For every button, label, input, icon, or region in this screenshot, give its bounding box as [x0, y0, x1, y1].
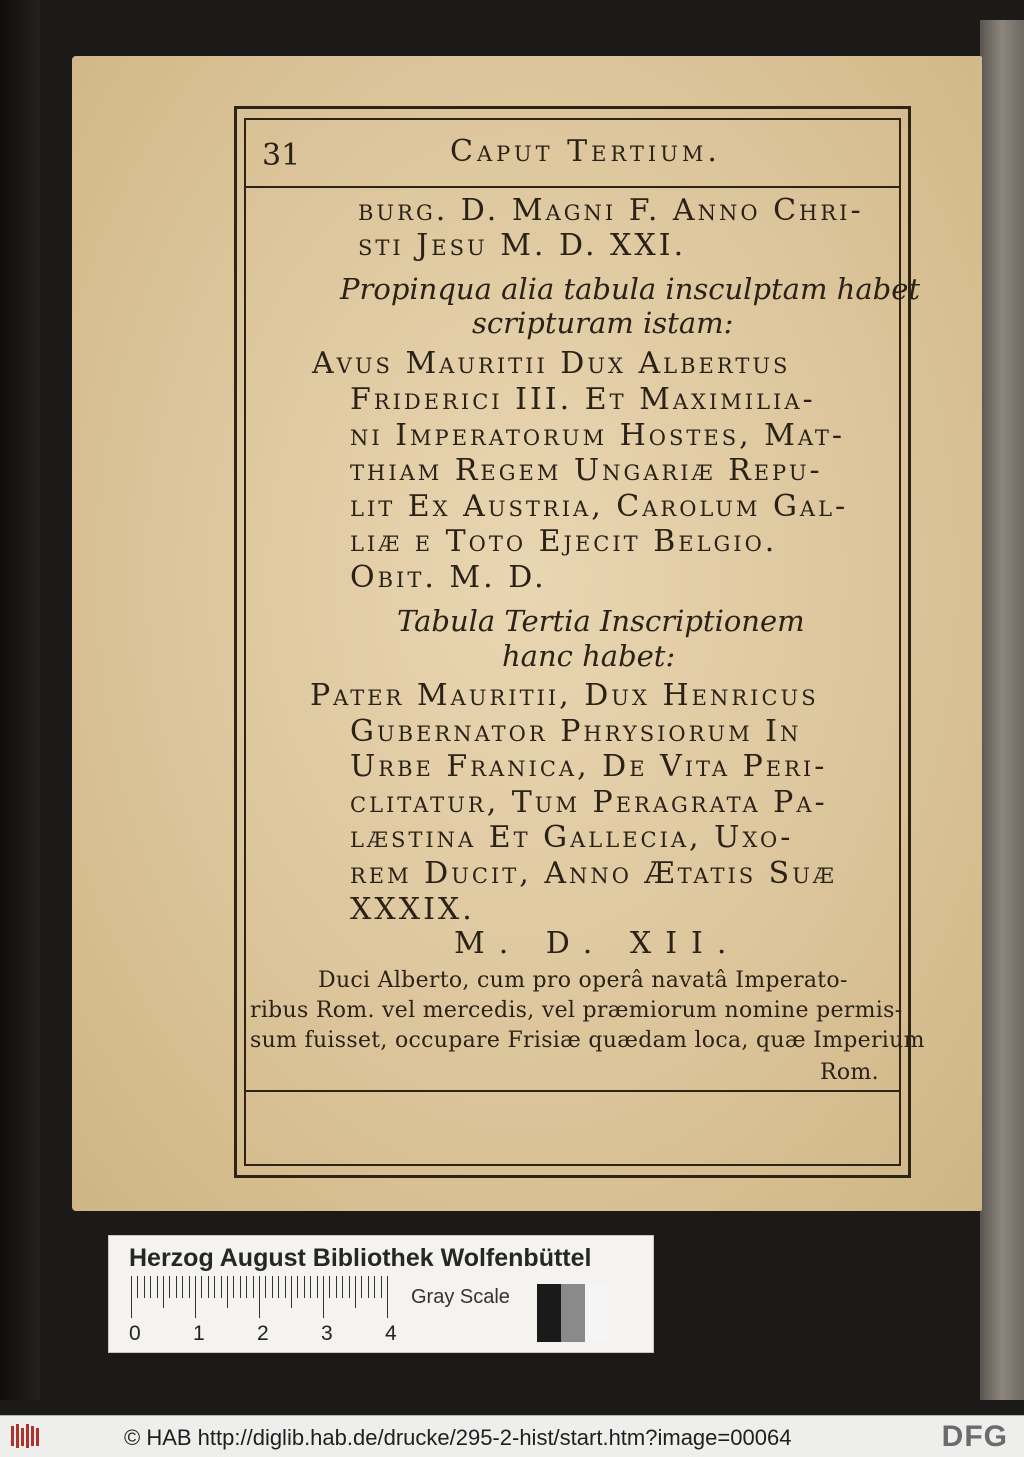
ruler-tick: [157, 1276, 158, 1298]
text-line: hanc habet:: [502, 639, 676, 673]
dfg-logo: DFG: [941, 1420, 1008, 1453]
ruler-tick: [246, 1276, 247, 1298]
text-line: sti Jesu M. D. XXI.: [358, 228, 687, 263]
book-spine: [0, 0, 40, 1400]
ruler-tick: [201, 1276, 202, 1298]
text-line: Duci Alberto, cum pro operâ navatâ Imperato-: [318, 968, 848, 993]
adjacent-page-edge: [980, 20, 1024, 1400]
ruler-number: 2: [257, 1322, 269, 1345]
text-line: thiam Regem Ungariæ Repu-: [350, 453, 823, 488]
ruler-number: 1: [193, 1322, 205, 1345]
text-line: clitatur, Tum Peragrata Pa-: [350, 785, 828, 820]
header-rule: [244, 186, 901, 188]
text-line: Pater Mauritii, Dux Henricus: [310, 678, 819, 713]
ruler-tick: [259, 1276, 260, 1318]
text-line: læstina Et Gallecia, Uxo-: [350, 820, 794, 855]
ruler-ticks: [131, 1276, 401, 1318]
ruler-tick: [368, 1276, 369, 1298]
ruler-tick: [355, 1276, 356, 1308]
ruler-tick: [150, 1276, 151, 1298]
text-line: ribus Rom. vel mercedis, vel præmiorum nomine permis-: [250, 998, 903, 1023]
running-head: Caput Tertium.: [450, 134, 721, 169]
text-line: Tabula Tertia Inscriptionem: [397, 604, 805, 638]
folio-number: 31: [262, 138, 301, 173]
ruler-tick: [240, 1276, 241, 1298]
ruler-tick: [329, 1276, 330, 1298]
text-line: scripturam istam:: [472, 306, 734, 340]
ruler-number: 4: [385, 1322, 397, 1345]
ruler-number: 3: [321, 1322, 333, 1345]
ruler-tick: [381, 1276, 382, 1298]
text-line: sum fuisset, occupare Frisiæ quædam loca, quæ Imperium: [250, 1028, 925, 1053]
text-line: XXXIX.: [350, 892, 475, 927]
ruler-tick: [169, 1276, 170, 1298]
ruler-tick: [221, 1276, 222, 1298]
ruler-tick: [304, 1276, 305, 1298]
ruler-tick: [349, 1276, 350, 1298]
footer-rule: [244, 1090, 901, 1092]
ruler-tick: [361, 1276, 362, 1298]
ruler-tick: [323, 1276, 324, 1318]
ruler-tick: [374, 1276, 375, 1298]
ruler-tick: [387, 1276, 388, 1318]
scanned-page: [72, 56, 982, 1211]
text-line: lit Ex Austria, Carolum Gal-: [350, 489, 849, 524]
ruler-tick: [144, 1276, 145, 1298]
text-line: rem Ducit, Anno Ætatis Suæ: [350, 856, 837, 891]
ruler-tick: [214, 1276, 215, 1298]
ruler-tick: [208, 1276, 209, 1298]
text-line: Obit. M. D.: [350, 560, 547, 595]
color-ruler: [108, 1235, 654, 1353]
ruler-tick: [227, 1276, 228, 1308]
footer-bar: [0, 1415, 1024, 1457]
ruler-tick: [253, 1276, 254, 1298]
text-line: Propinqua alia tabula insculptam habet: [340, 272, 921, 306]
text-line: Urbe Franica, De Vita Peri-: [350, 749, 828, 784]
text-line: Friderici III. Et Maximilia-: [350, 382, 816, 417]
ruler-tick: [291, 1276, 292, 1308]
text-line: Rom.: [820, 1060, 879, 1085]
text-line: liæ e Toto Ejecit Belgio.: [350, 524, 778, 559]
ruler-tick: [342, 1276, 343, 1298]
ruler-tick: [317, 1276, 318, 1298]
ruler-tick: [189, 1276, 190, 1298]
ruler-tick: [272, 1276, 273, 1298]
text-line: burg. D. Magni F. Anno Chri-: [358, 193, 864, 228]
gray-scale-label: Gray Scale: [411, 1286, 510, 1308]
source-url[interactable]: © HAB http://diglib.hab.de/drucke/295-2-hist/start.htm?image=00064: [124, 1425, 792, 1450]
ruler-tick: [195, 1276, 196, 1318]
ruler-tick: [137, 1276, 138, 1298]
ruler-tick: [285, 1276, 286, 1298]
ruler-tick: [297, 1276, 298, 1298]
text-line: M. D. XII.: [454, 926, 741, 961]
ruler-tick: [310, 1276, 311, 1298]
ruler-number: 0: [129, 1322, 141, 1345]
ruler-tick: [265, 1276, 266, 1298]
swatch-black: [537, 1284, 561, 1342]
library-name: Herzog August Bibliothek Wolfenbüttel: [129, 1244, 592, 1272]
text-line: ni Imperatorum Hostes, Mat-: [350, 418, 846, 453]
swatch-gray: [561, 1284, 585, 1342]
ruler-tick: [182, 1276, 183, 1298]
ruler-tick: [163, 1276, 164, 1308]
text-line: Avus Mauritii Dux Albertus: [312, 346, 791, 381]
ruler-tick: [233, 1276, 234, 1298]
ruler-tick: [336, 1276, 337, 1298]
swatch-white: [585, 1284, 609, 1342]
ruler-tick: [278, 1276, 279, 1298]
hab-logo-icon: [10, 1422, 44, 1450]
gray-swatches: [537, 1284, 609, 1342]
text-line: Gubernator Phrysiorum In: [350, 714, 802, 749]
ruler-tick: [176, 1276, 177, 1298]
ruler-tick: [131, 1276, 132, 1318]
